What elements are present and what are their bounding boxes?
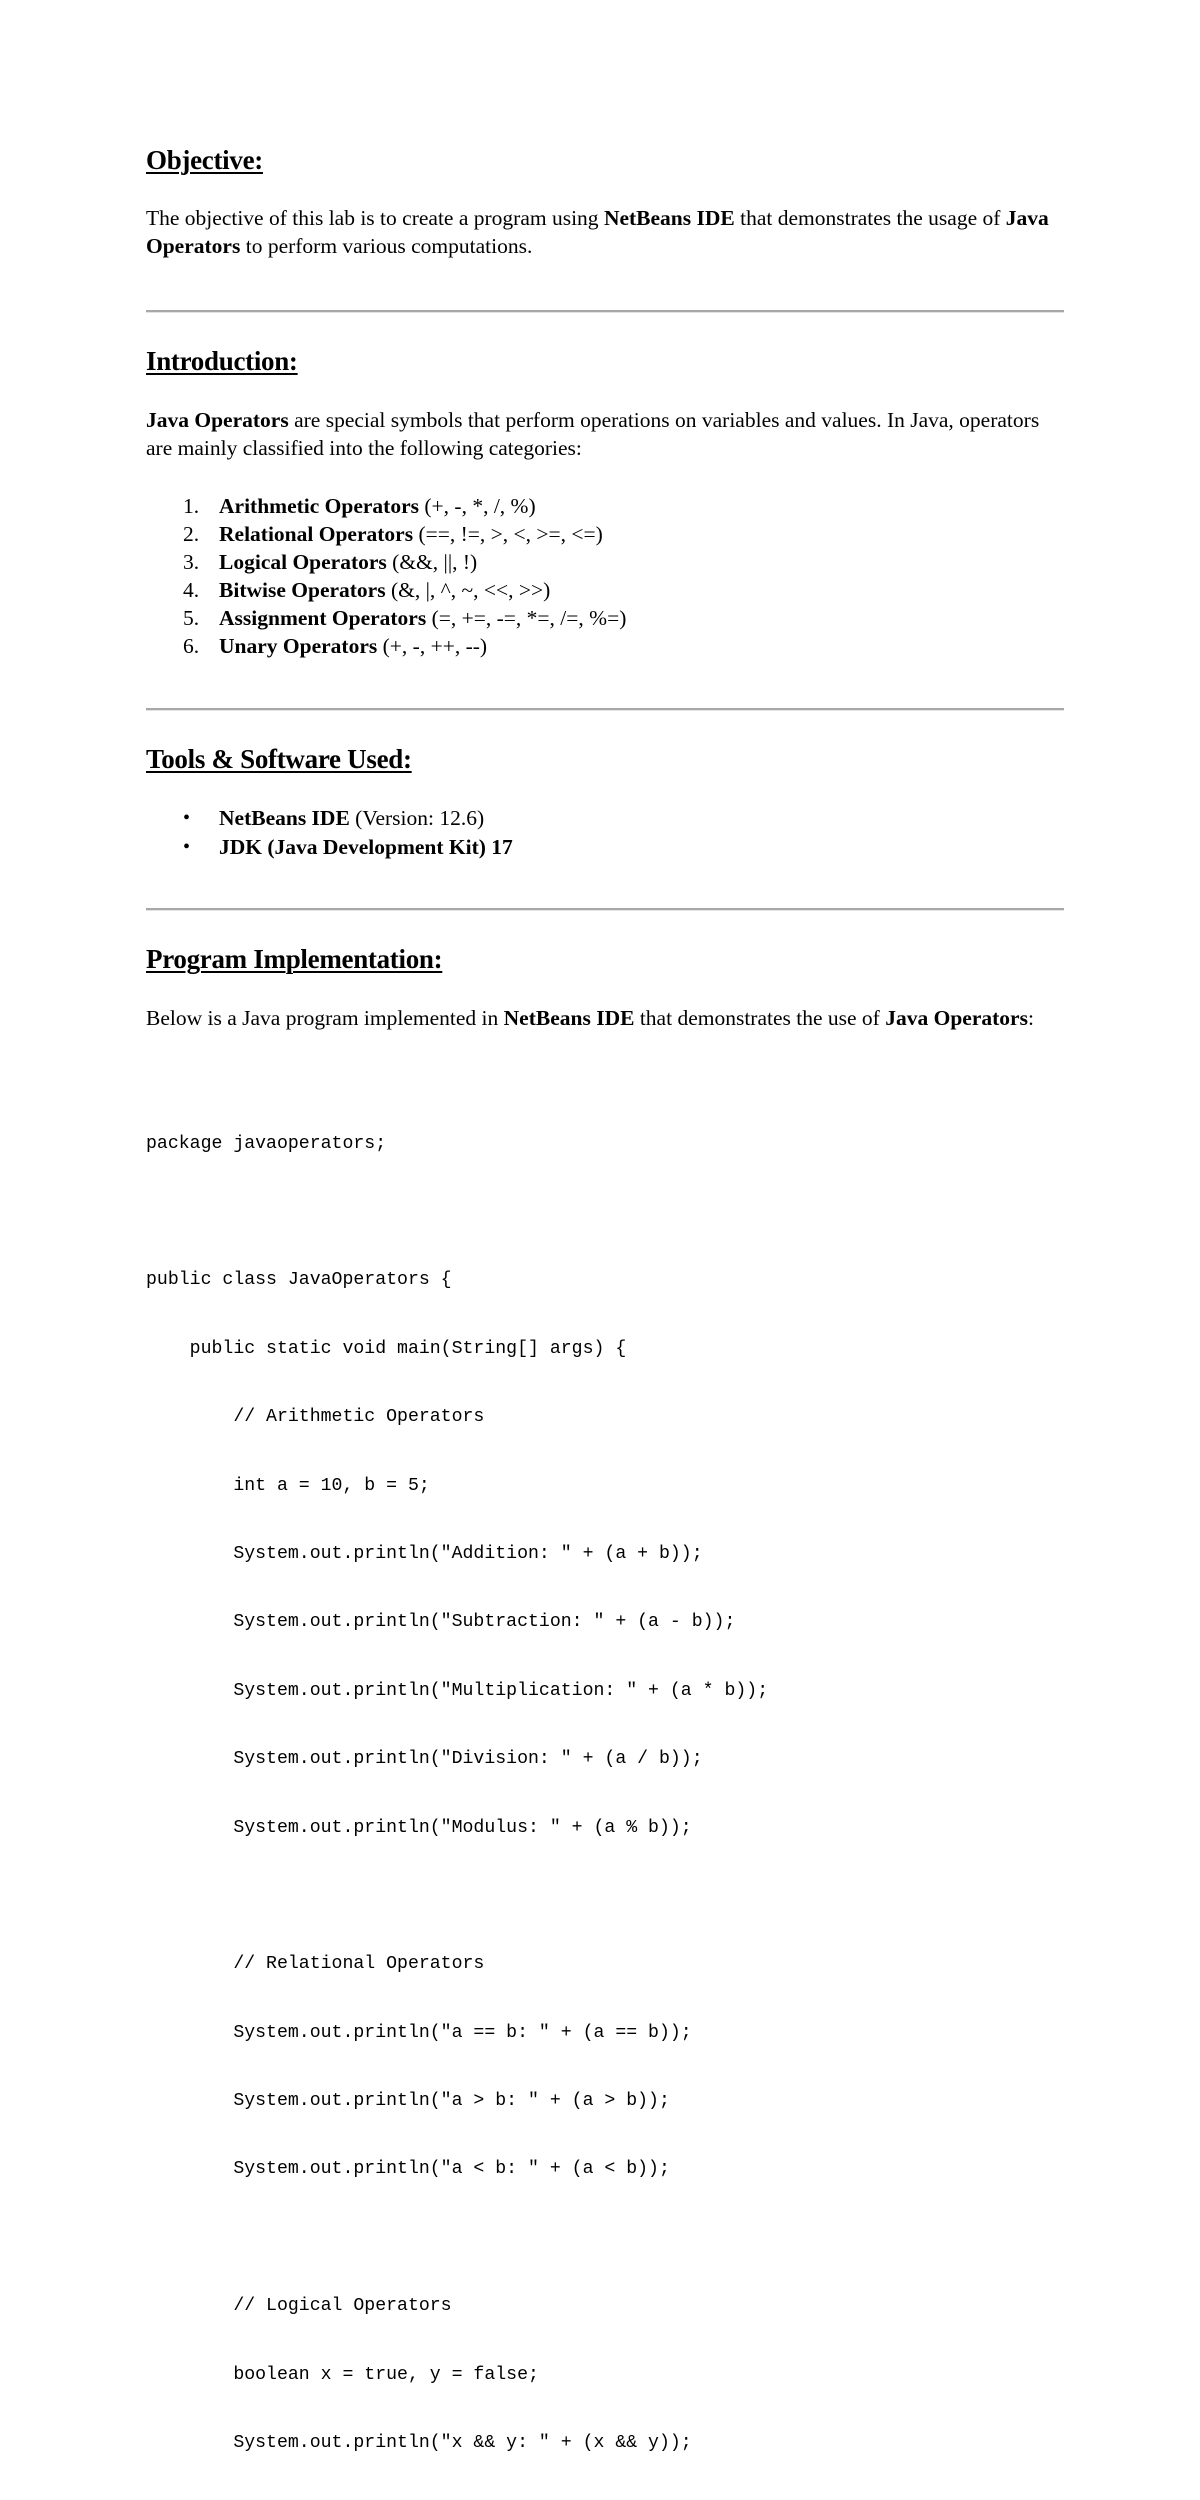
- list-item-ops: (&, |, ^, ~, <<, >>): [385, 578, 551, 602]
- list-item-number: 1.: [183, 494, 200, 518]
- code-line: System.out.println("Multiplication: " + (a * b));: [146, 1680, 769, 1701]
- list-item-ops: (+, -, *, /, %): [419, 494, 536, 518]
- objective-bold-java-operators: Java Operators: [146, 206, 1049, 258]
- objective-text-2: that demonstrates the usage of: [734, 206, 1006, 230]
- section-divider: [146, 908, 1064, 911]
- implementation-heading: Program Implementation:: [146, 944, 443, 974]
- objective-heading: Objective:: [146, 145, 263, 175]
- code-line: public static void main(String[] args) {: [146, 1338, 627, 1359]
- code-line: System.out.println("Modulus: " + (a % b));: [146, 1817, 692, 1838]
- tool-version: (Version: 12.6): [349, 806, 485, 830]
- introduction-text: are special symbols that perform operations on variables and values. In Java, operators are mainly classified into the following categories:: [146, 408, 1040, 460]
- objective-paragraph: [146, 204, 1064, 260]
- code-line: System.out.println("x && y: " + (x && y));: [146, 2433, 692, 2454]
- introduction-paragraph: [146, 406, 1064, 462]
- implementation-text-3: :: [1027, 1006, 1034, 1030]
- list-item-name: Assignment Operators: [219, 606, 427, 630]
- bullet-icon: •: [183, 807, 191, 829]
- code-line: package javaoperators;: [146, 1133, 387, 1154]
- objective-text-3: to perform various computations.: [240, 234, 533, 258]
- operator-categories-list: [146, 492, 1064, 660]
- code-line: [146, 2227, 768, 2250]
- code-line: // Logical Operators: [146, 2296, 452, 2317]
- list-item-ops: (==, !=, >, <, >=, <=): [413, 522, 603, 546]
- code-line: public class JavaOperators {: [146, 1270, 452, 1291]
- introduction-heading: Introduction:: [146, 346, 298, 376]
- code-line: // Relational Operators: [146, 1954, 485, 1975]
- list-item: [146, 492, 1064, 520]
- list-item-number: 4.: [183, 578, 200, 602]
- implementation-paragraph: [146, 1004, 1064, 1032]
- code-block: [146, 1087, 768, 2500]
- code-line: System.out.println("Addition: " + (a + b));: [146, 1543, 703, 1564]
- section-divider: [146, 310, 1064, 313]
- code-line: // Arithmetic Operators: [146, 1407, 485, 1428]
- list-item-ops: (=, +=, -=, *=, /=, %=): [426, 606, 627, 630]
- list-item: [146, 833, 1064, 862]
- tool-name: JDK (Java Development Kit) 17: [219, 835, 513, 859]
- implementation-bold-netbeans: NetBeans IDE: [503, 1006, 635, 1030]
- list-item: [146, 632, 1064, 660]
- list-item-ops: (+, -, ++, --): [377, 634, 488, 658]
- code-line: System.out.println("Division: " + (a / b));: [146, 1749, 703, 1770]
- code-line: System.out.println("a < b: " + (a < b));: [146, 2159, 670, 2180]
- implementation-bold-java-operators: Java Operators: [885, 1006, 1028, 1030]
- tools-list: [146, 804, 1064, 862]
- list-item-name: Arithmetic Operators: [219, 494, 419, 518]
- list-item-number: 5.: [183, 606, 200, 630]
- code-line: [146, 1201, 768, 1224]
- list-item-number: 3.: [183, 550, 200, 574]
- tools-heading: Tools & Software Used:: [146, 744, 412, 774]
- implementation-text-1: Below is a Java program implemented in: [146, 1006, 504, 1030]
- list-item-name: Logical Operators: [219, 550, 387, 574]
- bullet-icon: •: [183, 836, 191, 858]
- list-item: [146, 576, 1064, 604]
- list-item: [146, 604, 1064, 632]
- list-item: [146, 804, 1064, 833]
- code-line: boolean x = true, y = false;: [146, 2364, 539, 2385]
- list-item-number: 6.: [183, 634, 200, 658]
- list-item-name: Unary Operators: [219, 634, 378, 658]
- list-item-name: Relational Operators: [219, 522, 414, 546]
- section-divider: [146, 708, 1064, 711]
- code-line: System.out.println("Subtraction: " + (a - b));: [146, 1612, 736, 1633]
- tool-name: NetBeans IDE: [219, 806, 350, 830]
- objective-text-1: The objective of this lab is to create a program using: [146, 206, 604, 230]
- code-line: System.out.println("a > b: " + (a > b));: [146, 2091, 670, 2112]
- list-item-name: Bitwise Operators: [219, 578, 386, 602]
- objective-bold-netbeans: NetBeans IDE: [603, 206, 735, 230]
- code-line: [146, 1885, 768, 1908]
- introduction-bold-java-operators: Java Operators: [146, 408, 289, 432]
- code-line: int a = 10, b = 5;: [146, 1475, 430, 1496]
- code-line: System.out.println("a == b: " + (a == b));: [146, 2022, 692, 2043]
- list-item-number: 2.: [183, 522, 200, 546]
- list-item: [146, 520, 1064, 548]
- implementation-text-2: that demonstrates the use of: [634, 1006, 886, 1030]
- list-item: [146, 548, 1064, 576]
- list-item-ops: (&&, ||, !): [386, 550, 478, 574]
